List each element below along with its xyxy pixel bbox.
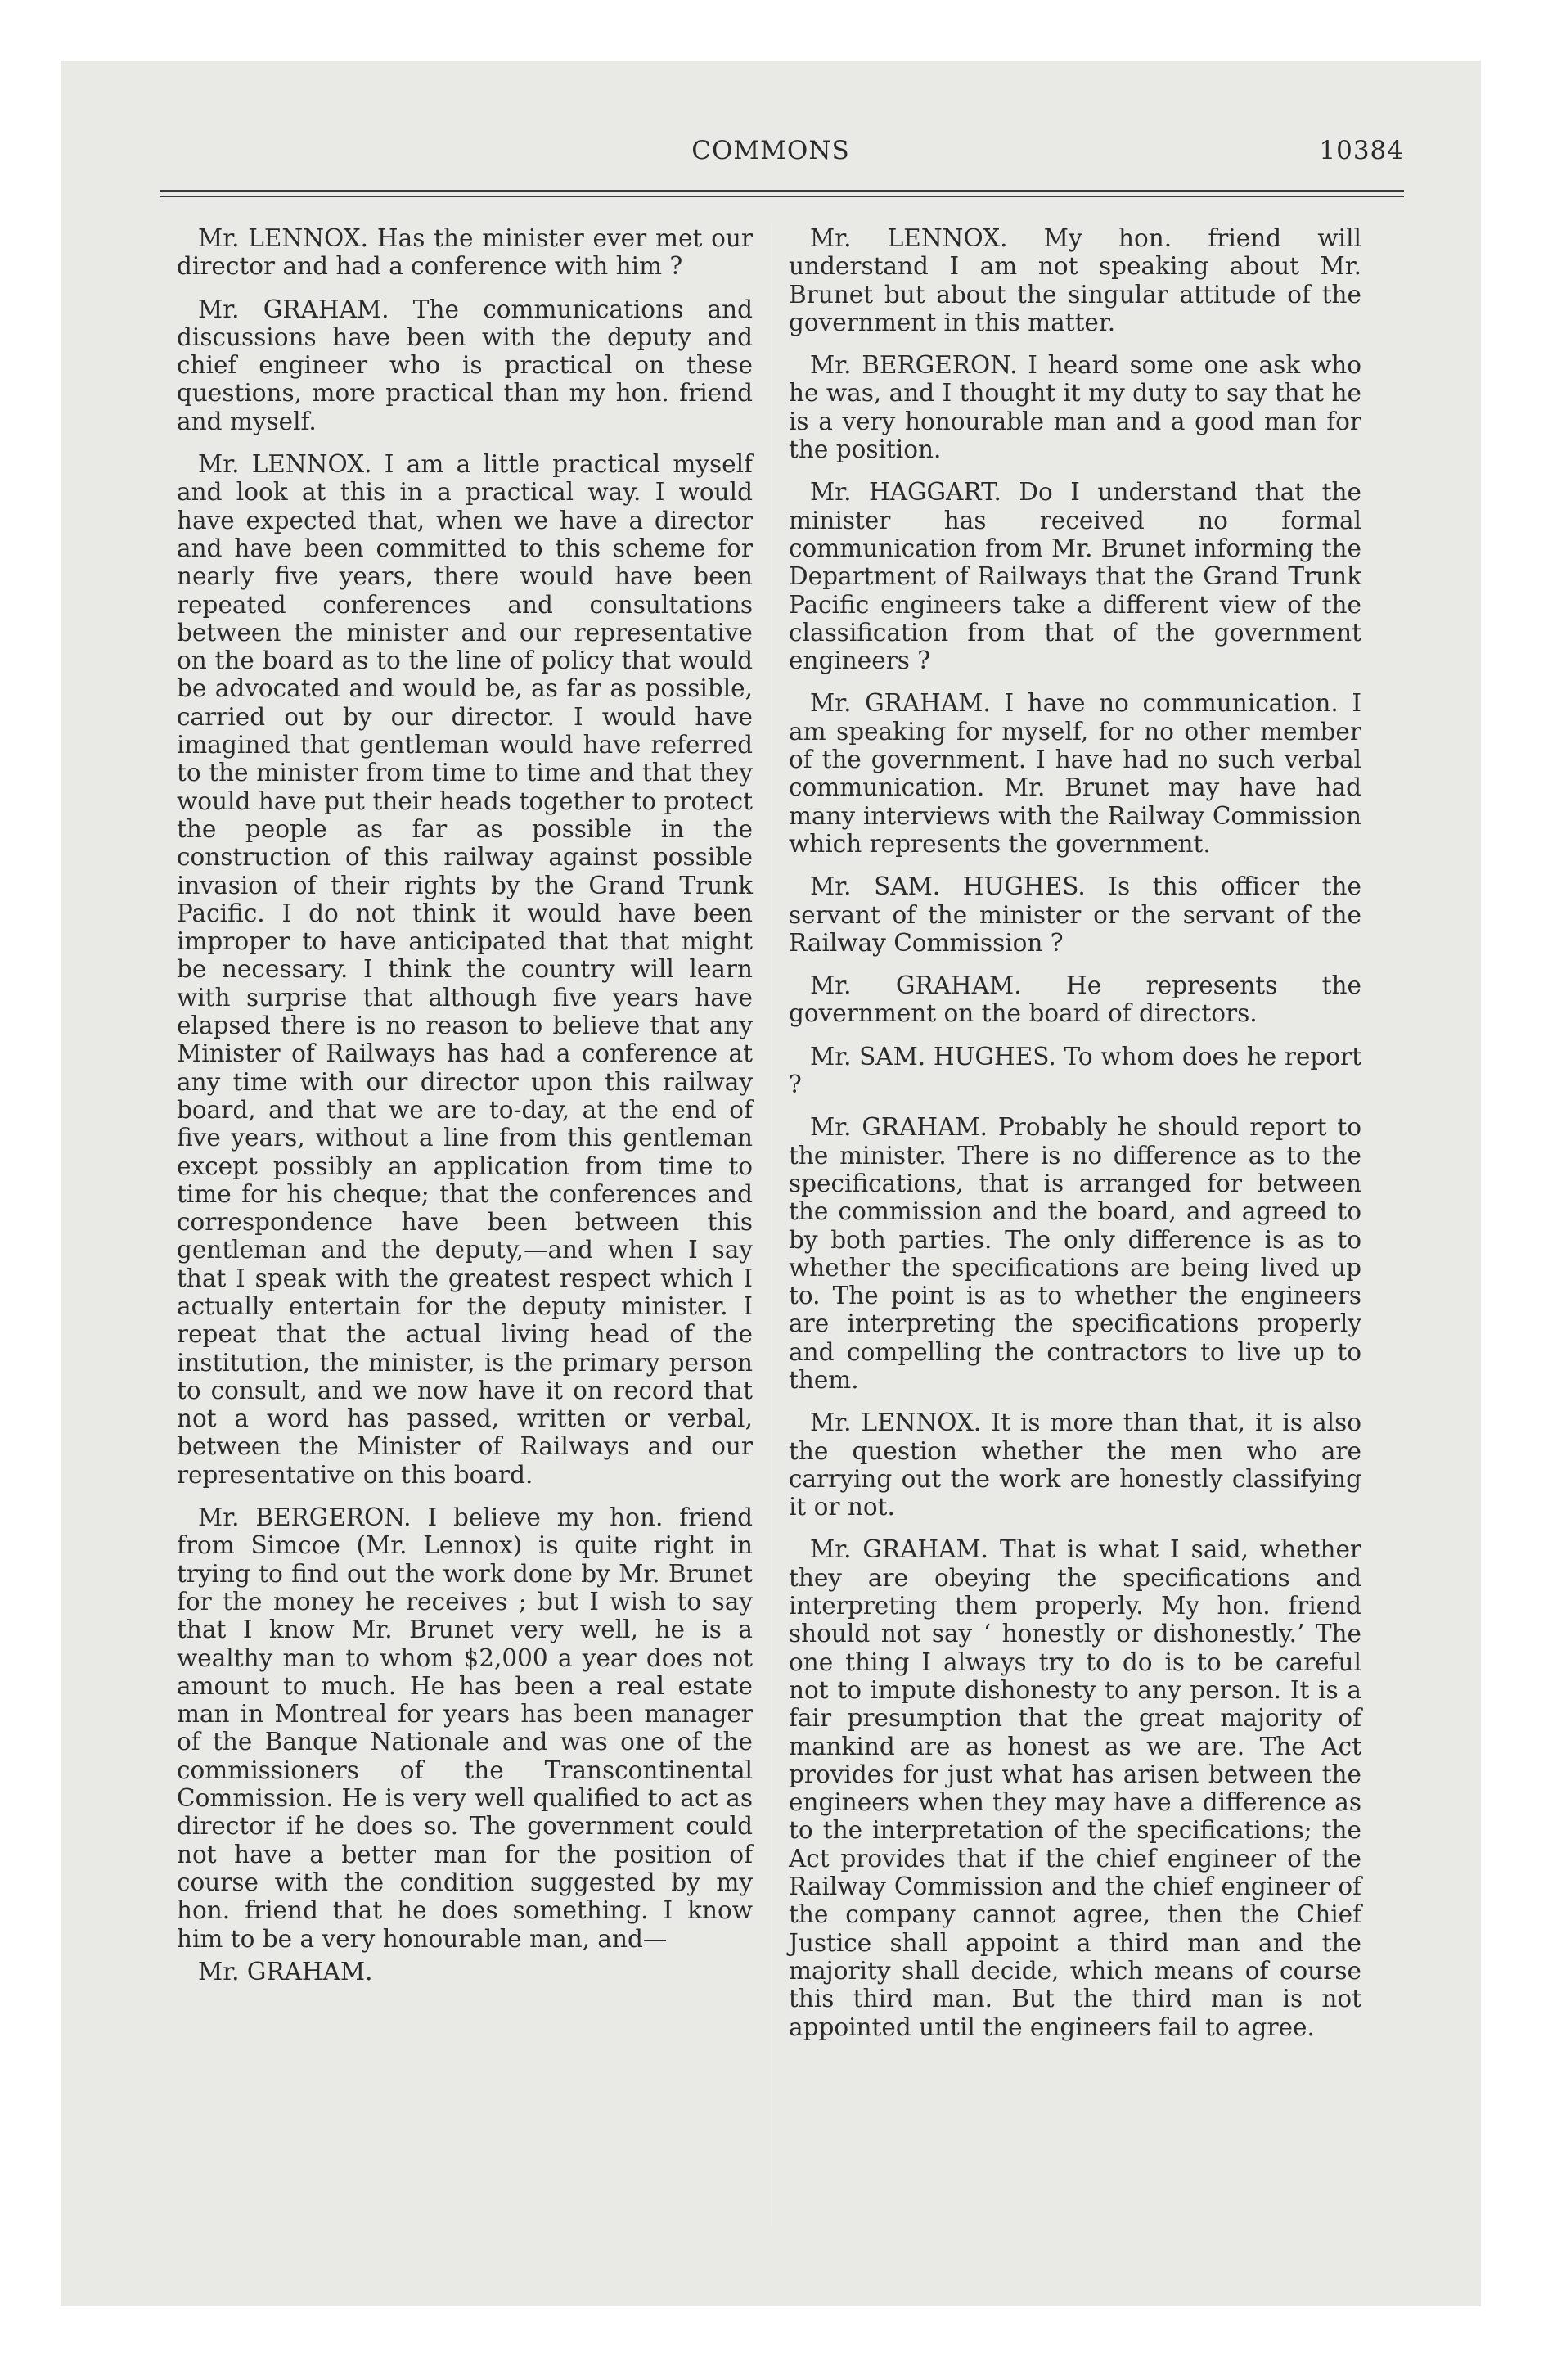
speaker-name: Mr. GRAHAM. bbox=[198, 1957, 373, 1986]
speech-text: That is what I said, whether they are obeying the specifications and interpreting them properly. My hon. friend should not say ‘ honestly or dishonestly.’ The one thing I always try to do is to be careful not to impute dishonesty to any person. It is a fair presumption that the great majority of mankind are as honest as we are. The Act provides for just what has arisen between the engineers when they may have a difference as to the interpretation of the specifications; the Act provides that if the chief engineer of the Railway Commission and the chief engineer of the company cannot agree, then the Chief Justice shall appoint a third man and the majority shall decide, which means of course this third man. But the third man is not appointed until the engineers fail to agree. bbox=[789, 1535, 1362, 2041]
speech-paragraph bbox=[789, 1535, 1361, 2040]
speaker-name: Mr. BERGERON. bbox=[810, 351, 1018, 380]
speech-paragraph bbox=[789, 224, 1361, 336]
speaker-name: Mr. LENNOX. bbox=[810, 224, 1008, 252]
speech-text: I have no communication. I am speaking for myself, for no other member of the government. I have had no such verbal communication. Mr. Brunet may have had many interviews with the Railway Commission which represents the government. bbox=[789, 689, 1362, 858]
speech-text: Probably he should report to the minister. There is no difference as to the specifications, that is arranged for between the commission and the board, and agreed to by both parties. The only difference is as to whether the specifications are being lived up to. The point is as to whether the engineers are interpreting the specifications properly and compelling the contractors to live up to them. bbox=[789, 1113, 1361, 1394]
page-header bbox=[61, 136, 1481, 185]
speech-paragraph bbox=[789, 351, 1361, 463]
speaker-name: Mr. SAM. HUGHES. bbox=[810, 872, 1086, 901]
speech-paragraph bbox=[789, 478, 1361, 674]
speaker-name: Mr. LENNOX. bbox=[198, 450, 372, 479]
speaker-name: Mr. BERGERON. bbox=[198, 1503, 412, 1532]
speech-text: The communications and discussions have been with the deputy and chief engineer who is practical on these questions, more practical than my hon. friend and myself. bbox=[177, 295, 753, 435]
speech-paragraph bbox=[177, 1503, 753, 1953]
speech-text: He represents the government on the board of directors. bbox=[789, 971, 1361, 1028]
speech-paragraph bbox=[177, 450, 753, 1489]
page-number: 10384 bbox=[1319, 136, 1404, 165]
speech-paragraph bbox=[789, 689, 1361, 858]
header-rule-bottom bbox=[160, 196, 1404, 197]
running-title: COMMONS bbox=[691, 136, 850, 165]
speech-paragraph bbox=[789, 1409, 1361, 1521]
speaker-name: Mr. HAGGART. bbox=[810, 478, 1001, 507]
page-scan bbox=[61, 61, 1481, 2306]
left-column bbox=[177, 224, 753, 2000]
speaker-name: Mr. GRAHAM. bbox=[810, 1535, 989, 1564]
speaker-name: Mr. LENNOX. bbox=[810, 1409, 982, 1437]
speech-paragraph bbox=[789, 1043, 1361, 1099]
speaker-name: Mr. GRAHAM. bbox=[810, 1113, 988, 1142]
speech-paragraph bbox=[789, 872, 1361, 957]
right-column bbox=[789, 224, 1361, 2056]
speech-text: My hon. friend will understand I am not speaking about Mr. Brunet but about the singular attitude of the government in this matter. bbox=[789, 224, 1361, 336]
speech-text: To whom does he report ? bbox=[789, 1042, 1361, 1099]
speech-text: I am a little practical myself and look at this in a practical way. I would have expected that, when we have a director and have been committed to this scheme for nearly five years, there would have been repeated conferences and consultations between the minister and our representative on the board as to the line of policy that would be advocated and would be, as far as possible, carried out by our director. I would have imagined that gentleman would have referred to the minister from time to time and that they would have put their heads together to protect the people as far as possible in the construction of this railway against possible invasion of their rights by the Grand Trunk Pacific. I do not think it would have been improper to have anticipated that that might be necessary. I think the country will learn with surprise that although five years have elapsed there is no reason to believe that any Minister of Railways has had a conference at any time with our director upon this railway board, and that we are to-day, at the end of five years, without a line from this gentleman except possibly an application from time to time for his cheque; that the conferences and correspondence have been between this gentleman and the deputy,—and when I say that I speak with the greatest respect which I actually entertain for the deputy minister. I repeat that the actual living head of the institution, the minister, is the primary person to consult, and we now have it on record that not a word has passed, written or verbal, between the Minister of Railways and our representative on this board. bbox=[177, 450, 753, 1489]
speech-paragraph bbox=[789, 1113, 1361, 1394]
speech-text: Do I understand that the minister has received no formal communication from Mr. Brunet informing the Department of Railways that the Grand Trunk Pacific engineers take a different view of the classification from that of the government engineers ? bbox=[789, 478, 1361, 675]
speaker-name: Mr. LENNOX. bbox=[198, 224, 369, 252]
speaker-name: Mr. SAM. HUGHES. bbox=[810, 1042, 1056, 1071]
speaker-name: Mr. GRAHAM. bbox=[810, 689, 991, 718]
speech-text: Has the minister ever met our director and had a conference with him ? bbox=[177, 224, 753, 281]
speech-paragraph bbox=[789, 971, 1361, 1028]
speech-text: I believe my hon. friend from Simcoe (Mr. Lennox) is quite right in trying to find out the work done by Mr. Brunet for the money he receives ; but I wish to say that I know Mr. Brunet very well, he is a wealthy man to whom $2,000 a year does not amount to much. He has been a real estate man in Montreal for years has been manager of the Banque Nationale and was one of the commissioners of the Transcontinental Commission. He is very well qualified to act as director if he does so. The government could not have a better man for the position of course with the condition suggested by my hon. friend that he does something. I know him to be a very honourable man, and— bbox=[177, 1503, 754, 1953]
speech-paragraph bbox=[177, 295, 753, 435]
speech-text: It is more than that, it is also the question whether the men who are carrying out the work are honestly classifying it or not. bbox=[789, 1409, 1361, 1521]
speech-paragraph bbox=[177, 224, 753, 281]
speech-text: Is this officer the servant of the minister or the servant of the Railway Commission ? bbox=[789, 872, 1361, 957]
header-rule-top bbox=[160, 190, 1404, 192]
speaker-name: Mr. GRAHAM. bbox=[810, 971, 1022, 1000]
speech-text: I heard some one ask who he was, and I thought it my duty to say that he is a very honourable man and a good man for the position. bbox=[789, 351, 1361, 464]
speech-paragraph bbox=[177, 1958, 753, 1986]
speaker-name: Mr. GRAHAM. bbox=[198, 295, 389, 323]
